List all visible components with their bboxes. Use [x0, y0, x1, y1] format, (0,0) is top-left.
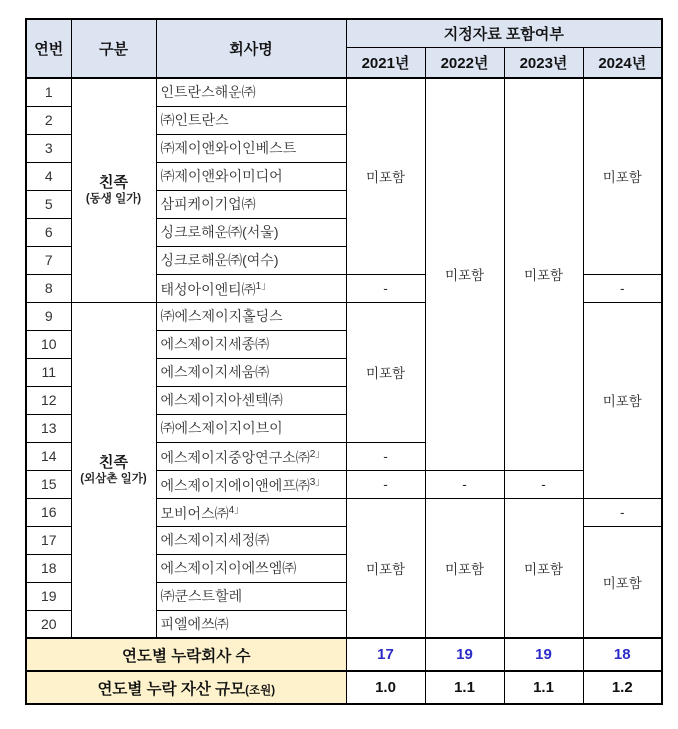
- status-2023-row15: -: [504, 470, 583, 498]
- column-header-year-2024: 2024년: [583, 47, 662, 78]
- company-name: ㈜에스제이지홀딩스: [156, 302, 346, 330]
- status-2024-row8: -: [583, 274, 662, 302]
- status-2022-rows1-14: 미포함: [425, 78, 504, 470]
- company-name: 피엘에쓰㈜: [156, 610, 346, 638]
- column-header-category: 구분: [71, 19, 156, 78]
- designated-data-inclusion-table: [25, 18, 663, 705]
- company-name: ㈜쿤스트할레: [156, 582, 346, 610]
- category-title: 친족: [99, 453, 128, 471]
- count-2021: 17: [346, 638, 425, 671]
- status-2021-rows1-7: 미포함: [346, 78, 425, 274]
- row-number: 15: [26, 470, 71, 498]
- row-number: 18: [26, 554, 71, 582]
- column-header-year-2021: 2021년: [346, 47, 425, 78]
- company-name: 삼피케이기업㈜: [156, 190, 346, 218]
- status-2024-rows17-20: 미포함: [583, 526, 662, 638]
- status-2021-row8: -: [346, 274, 425, 302]
- status-2021-row15: -: [346, 470, 425, 498]
- category-subtitle: (외삼촌 일가): [80, 472, 147, 485]
- status-2022-row15: -: [425, 470, 504, 498]
- status-2023-rows16-20: 미포함: [504, 498, 583, 638]
- column-header-company: 회사명: [156, 19, 346, 78]
- asset-2023: 1.1: [504, 671, 583, 704]
- asset-2021: 1.0: [346, 671, 425, 704]
- company-name: 인트란스해운㈜: [156, 78, 346, 106]
- company-name-text: 에스제이지중앙연구소㈜: [160, 449, 310, 466]
- row-number: 4: [26, 162, 71, 190]
- column-header-year-2022: 2022년: [425, 47, 504, 78]
- row-number: 1: [26, 78, 71, 106]
- header-row-1: [26, 19, 662, 47]
- footer-label-asset-text: 연도별 누락 자산 규모: [97, 680, 246, 698]
- company-name: ㈜에스제이지이브이: [156, 414, 346, 442]
- row-number: 10: [26, 330, 71, 358]
- company-name-text: 모비어스㈜: [160, 505, 229, 522]
- category-subtitle: (동생 일가): [85, 193, 142, 206]
- footnote-marker: 4」: [228, 504, 245, 516]
- footnote-marker: 2」: [309, 448, 326, 460]
- row-number: 12: [26, 386, 71, 414]
- company-name: ㈜제이앤와이미디어: [156, 162, 346, 190]
- company-name-text: 태성아이엔티㈜: [160, 281, 256, 298]
- company-name: 에스제이지세움㈜: [156, 358, 346, 386]
- count-2023: 19: [504, 638, 583, 671]
- row-number: 14: [26, 442, 71, 470]
- footer-label-asset-size: [26, 671, 346, 704]
- status-2021-rows9-13: 미포함: [346, 302, 425, 442]
- status-2024-rows1-7: 미포함: [583, 78, 662, 274]
- company-name: [156, 498, 346, 526]
- status-2023-rows1-14: 미포함: [504, 78, 583, 470]
- category-cell-sibling-family: [71, 78, 156, 302]
- row-number: 9: [26, 302, 71, 330]
- footnote-marker: 1」: [255, 280, 272, 292]
- row-number: 13: [26, 414, 71, 442]
- asset-2022: 1.1: [425, 671, 504, 704]
- row-number: 3: [26, 134, 71, 162]
- footer-row-asset-size: [26, 671, 662, 704]
- row-number: 20: [26, 610, 71, 638]
- row-number: 7: [26, 246, 71, 274]
- company-name: 싱크로해운㈜(서울): [156, 218, 346, 246]
- row-number: 17: [26, 526, 71, 554]
- status-2022-rows16-20: 미포함: [425, 498, 504, 638]
- company-name: [156, 470, 346, 498]
- asset-2024: 1.2: [583, 671, 662, 704]
- company-name: [156, 442, 346, 470]
- status-2024-row16: -: [583, 498, 662, 526]
- category-title: 친족: [99, 174, 128, 192]
- company-name: [156, 274, 346, 302]
- footer-label-company-count: 연도별 누락회사 수: [26, 638, 346, 671]
- company-name: 에스제이지아센텍㈜: [156, 386, 346, 414]
- row-number: 11: [26, 358, 71, 386]
- row-number: 16: [26, 498, 71, 526]
- row-number: 8: [26, 274, 71, 302]
- column-header-year-2023: 2023년: [504, 47, 583, 78]
- row-number: 6: [26, 218, 71, 246]
- column-header-inclusion: 지정자료 포함여부: [346, 19, 662, 47]
- footer-row-company-count: [26, 638, 662, 671]
- company-name: ㈜인트란스: [156, 106, 346, 134]
- company-name: 싱크로해운㈜(여수): [156, 246, 346, 274]
- company-name: 에스제이지세정㈜: [156, 526, 346, 554]
- status-2024-rows9-15: 미포함: [583, 302, 662, 498]
- count-2024: 18: [583, 638, 662, 671]
- company-name-text: 에스제이지에이앤에프㈜: [160, 477, 310, 494]
- row-number: 2: [26, 106, 71, 134]
- count-2022: 19: [425, 638, 504, 671]
- status-2021-rows16-20: 미포함: [346, 498, 425, 638]
- footer-label-asset-unit: (조원): [245, 684, 276, 697]
- company-name: 에스제이지세종㈜: [156, 330, 346, 358]
- company-name: 에스제이지이에쓰엠㈜: [156, 554, 346, 582]
- company-name: ㈜제이앤와이인베스트: [156, 134, 346, 162]
- row-number: 5: [26, 190, 71, 218]
- row-number: 19: [26, 582, 71, 610]
- category-cell-maternal-uncle-family: [71, 302, 156, 638]
- status-2021-row14: -: [346, 442, 425, 470]
- column-header-no: 연번: [26, 19, 71, 78]
- table-row-1: [26, 78, 662, 106]
- footnote-marker: 3」: [309, 476, 326, 488]
- missing-companies-table-wrap: [25, 18, 663, 705]
